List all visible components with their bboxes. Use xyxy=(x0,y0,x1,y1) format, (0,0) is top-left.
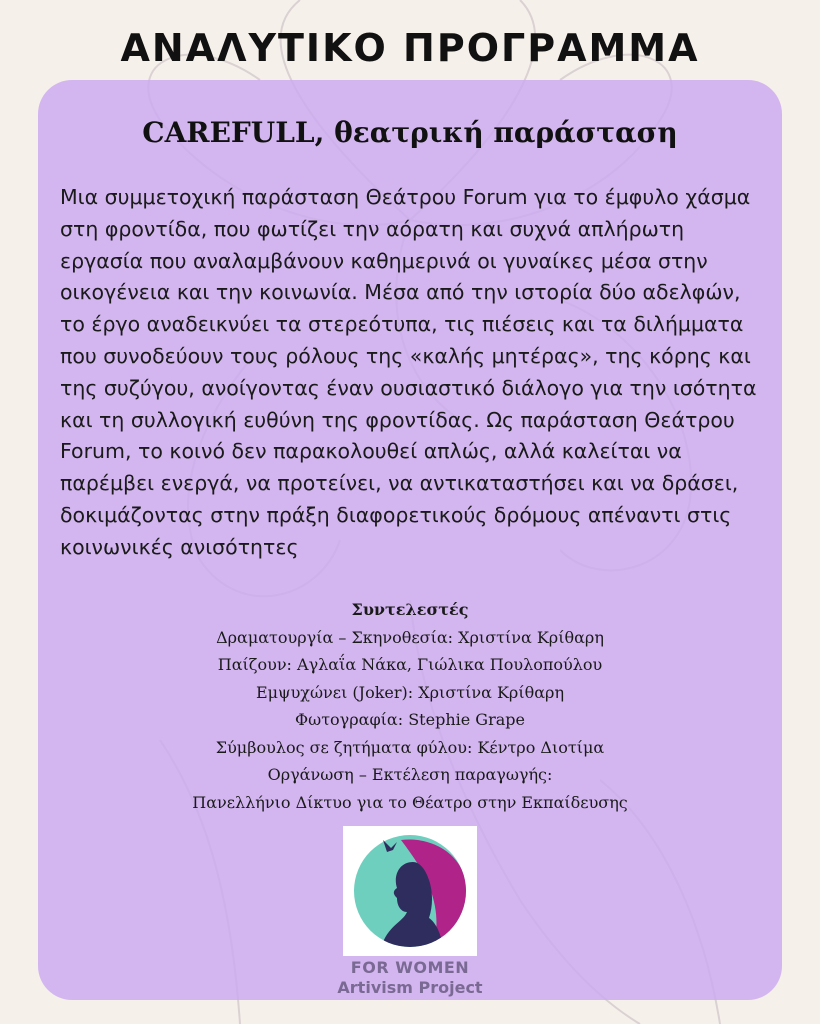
credit-line: Εμψυχώνει (Joker): Χριστίνα Κρίθαρη xyxy=(255,682,565,702)
event-description: Μια συμμετοχική παράσταση Θεάτρου Forum για το έμφυλο χάσμα στη φροντίδα, που φωτίζει την αόρατη και συχνά απλήρωτη εργασία που αναλαμβάνουν καθημερινά οι γυναίκες μέσα στην οικογένεια και την κοινωνία. Μέσα από την ιστορία δύο αδελφών, το έργο αναδεικνύει τα στερεότυπα, τις πιέσεις και τα διλήμματα που συνοδεύουν τους ρόλους της «καλής μητέρας», της κόρης και της συζύγου, ανοίγοντας έναν ουσιαστικό διάλογο για την ισότητα και τη συλλογική ευθύνη της φροντίδας. Ως παράσταση Θεάτρου Forum, το κοινό δεν παρακολουθεί απλώς, αλλά καλείται να παρέμβει ενεργά, να προτείνει, να αντικαταστήσει και να δράσει, δοκιμάζοντας στην πράξη διαφορετικούς δρόμους απέναντι στις κοινωνικές ανισότητες xyxy=(60,185,757,559)
credit-line: Φωτογραφία: Stephie Grape xyxy=(295,710,525,729)
credit-line: Σύμβουλος σε ζητήματα φύλου: Κέντρο Διοτίμα xyxy=(215,737,605,757)
credit-line: Πανελλήνιο Δίκτυο για το Θέατρο στην Εκπαίδευσης xyxy=(192,792,628,812)
page-title: ΑΝΑΛΥΤΙΚΟ ΠΡΟΓΡΑΜΜΑ xyxy=(120,26,700,70)
credit-line: Οργάνωση – Εκτέλεση παραγωγής: xyxy=(267,765,553,784)
event-title: CAREFULL, θεατρική παράσταση xyxy=(142,116,678,149)
logo-text-for-women: FOR WOMEN xyxy=(350,958,470,977)
credit-line: Παίζουν: Αγλαΐα Νάκα, Γιώλικα Πουλοπούλου xyxy=(217,655,603,674)
credit-line: Δραματουργία – Σκηνοθεσία: Χριστίνα Κρίθαρη xyxy=(216,627,604,647)
woman-silhouette-logo-icon xyxy=(343,826,477,956)
credits-heading: Συντελεστές xyxy=(351,600,469,619)
credits-section xyxy=(38,596,782,816)
logo-text-artivism: Artivism Project xyxy=(337,978,483,997)
event-card xyxy=(38,80,782,1000)
for-women-logo xyxy=(343,826,477,956)
